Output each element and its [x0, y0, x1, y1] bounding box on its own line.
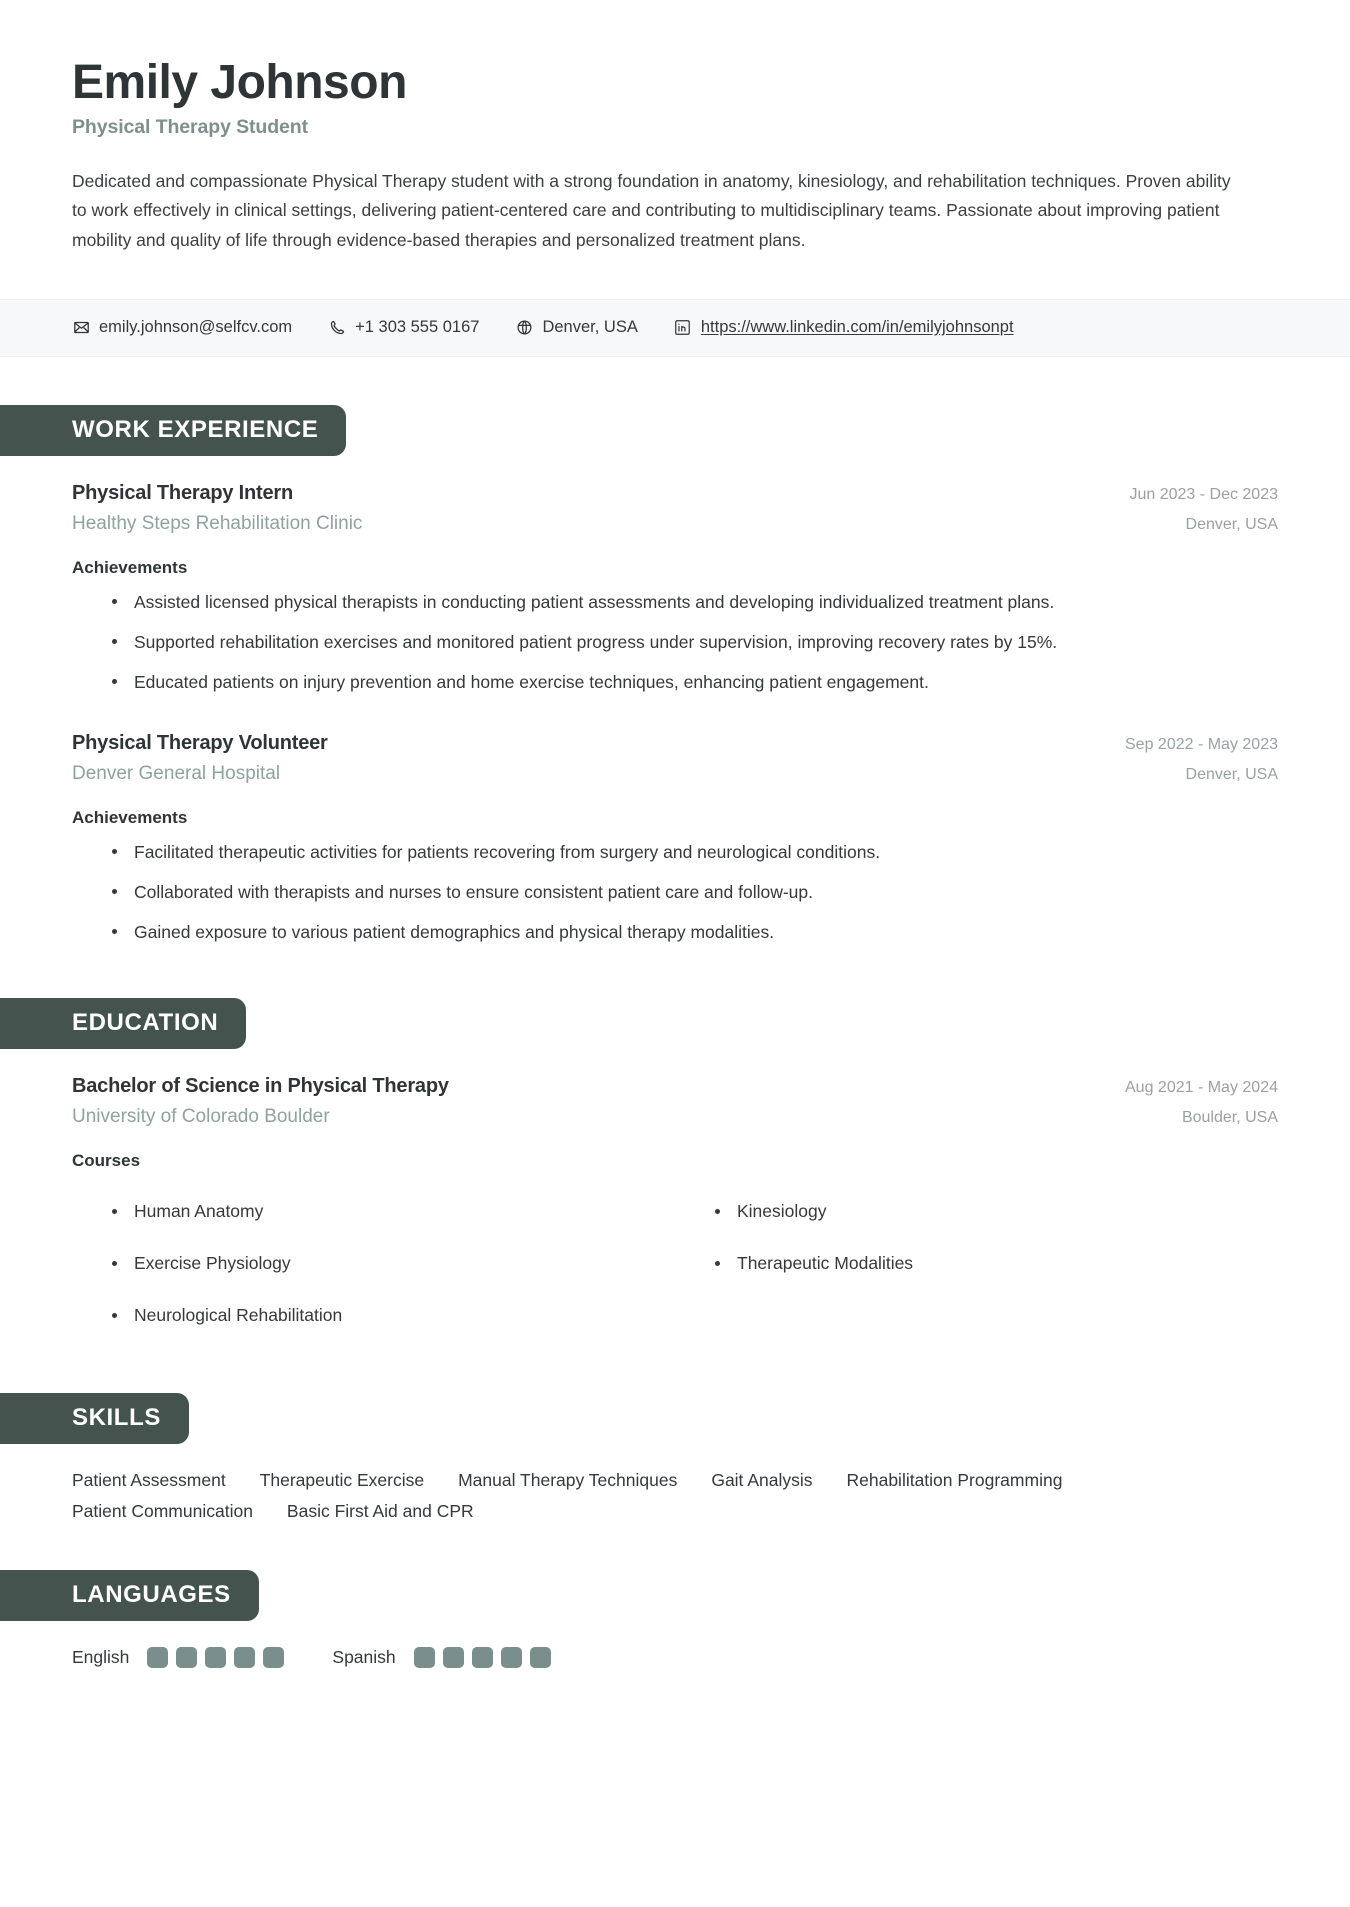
profile-summary: Dedicated and compassionate Physical Therapy student with a strong foundation in anatomy, kinesiology, and rehabilitation techniques. Proven ability to work effectively in clinical settings, delivering patient-centered care and contributing to multidisciplinary teams. Passionate about improving patient mobility and quality of life through evidence-based therapies and personalized treatment plans. — [72, 170, 1231, 250]
globe-icon — [515, 318, 533, 336]
achievement-item: Gained exposure to various patient demographics and physical therapy modalities. — [112, 918, 1278, 946]
skill-item: Manual Therapy Techniques — [458, 1469, 678, 1490]
work-entry-date: Sep 2022 - May 2023 — [1125, 735, 1278, 753]
level-square — [234, 1647, 255, 1668]
language-item — [332, 1647, 550, 1668]
education-entry-title-row — [72, 1075, 1278, 1098]
section-body-work — [0, 482, 1350, 946]
work-entry-org-row — [72, 513, 1278, 535]
section-header-skills: SKILLS — [0, 1393, 189, 1444]
work-entry-achievements-list — [72, 588, 1278, 696]
work-entry-achievements-label: Achievements — [72, 557, 188, 577]
work-entry-achievements-list — [72, 838, 1278, 946]
skills-list — [72, 1470, 1278, 1522]
contact-location-text: Denver, USA — [542, 317, 638, 336]
skill-item: Patient Assessment — [72, 1469, 226, 1490]
spacer-work — [0, 357, 1350, 405]
languages-list — [72, 1647, 1278, 1668]
candidate-name: Emily Johnson — [72, 56, 407, 109]
contact-email-text: emily.johnson@selfcv.com — [99, 317, 293, 336]
skill-item: Patient Communication — [72, 1500, 253, 1521]
work-entry-date: Jun 2023 - Dec 2023 — [1129, 485, 1278, 503]
section-education — [0, 998, 1350, 1341]
skill-item: Gait Analysis — [711, 1469, 813, 1490]
level-square — [263, 1647, 284, 1668]
linkedin-icon — [674, 318, 692, 336]
section-header-work: WORK EXPERIENCE — [0, 405, 346, 456]
contact-bar — [0, 299, 1350, 357]
language-name: English — [72, 1646, 130, 1667]
education-degree: Bachelor of Science in Physical Therapy — [72, 1074, 449, 1097]
language-level-meter — [147, 1647, 284, 1668]
section-skills — [0, 1393, 1350, 1522]
achievement-item: Assisted licensed physical therapists in conducting patient assessments and developing individualized treatment plans. — [112, 588, 1278, 616]
envelope-icon — [72, 318, 90, 336]
work-entry-location: Denver, USA — [1185, 515, 1278, 533]
section-body-languages — [0, 1647, 1350, 1668]
work-entry-title: Physical Therapy Volunteer — [72, 731, 328, 754]
language-name: Spanish — [332, 1646, 396, 1667]
education-institution: University of Colorado Boulder — [72, 1105, 330, 1127]
work-entry-org-row — [72, 763, 1278, 785]
work-entry-title-row — [72, 732, 1278, 755]
contact-phone-text: +1 303 555 0167 — [355, 317, 480, 336]
phone-icon — [328, 318, 346, 336]
contact-linkedin[interactable] — [674, 318, 1014, 337]
education-courses-label: Courses — [72, 1150, 141, 1170]
work-entry — [72, 482, 1278, 696]
work-entry-location: Denver, USA — [1185, 765, 1278, 783]
work-entry-title-row — [72, 482, 1278, 505]
section-work-experience — [0, 405, 1350, 946]
spacer-skills — [0, 1341, 1350, 1393]
achievement-item: Educated patients on injury prevention and home exercise techniques, enhancing patient engagement. — [112, 668, 1278, 696]
spacer-education — [0, 946, 1350, 998]
language-level-meter — [414, 1647, 551, 1668]
section-body-education — [0, 1075, 1350, 1341]
courses-grid — [72, 1185, 1278, 1341]
level-square — [530, 1647, 551, 1668]
work-entry-organization: Denver General Hospital — [72, 762, 281, 784]
achievement-item: Supported rehabilitation exercises and monitored patient progress under supervision, improving recovery rates by 15%. — [112, 628, 1278, 656]
spacer-languages — [0, 1522, 1350, 1570]
skill-item: Basic First Aid and CPR — [286, 1500, 474, 1521]
level-square — [443, 1647, 464, 1668]
level-square — [472, 1647, 493, 1668]
level-square — [147, 1647, 168, 1668]
education-entry — [72, 1075, 1278, 1341]
work-entry-organization: Healthy Steps Rehabilitation Clinic — [72, 512, 363, 534]
language-item — [72, 1647, 284, 1668]
section-languages — [0, 1570, 1350, 1668]
section-body-skills — [0, 1470, 1350, 1522]
skill-item: Therapeutic Exercise — [259, 1469, 425, 1490]
level-square — [176, 1647, 197, 1668]
contact-phone[interactable] — [328, 318, 479, 337]
course-item: Therapeutic Modalities — [715, 1237, 1278, 1289]
education-entry-org-row — [72, 1106, 1278, 1128]
section-header-education: EDUCATION — [0, 998, 246, 1049]
achievement-item: Collaborated with therapists and nurses to ensure consistent patient care and follow-up. — [112, 878, 1278, 906]
level-square — [205, 1647, 226, 1668]
course-item: Human Anatomy — [112, 1185, 675, 1237]
resume-header — [0, 0, 1350, 265]
course-item: Exercise Physiology — [112, 1237, 675, 1289]
work-entry — [72, 732, 1278, 946]
contact-email[interactable] — [72, 318, 292, 337]
contact-linkedin-link[interactable]: https://www.linkedin.com/in/emilyjohnsonpt — [700, 317, 1014, 336]
education-date: Aug 2021 - May 2024 — [1125, 1078, 1278, 1096]
education-location: Boulder, USA — [1181, 1108, 1278, 1126]
level-square — [414, 1647, 435, 1668]
contact-location[interactable] — [515, 318, 637, 337]
course-item: Neurological Rehabilitation — [112, 1289, 675, 1341]
section-header-languages: LANGUAGES — [0, 1570, 259, 1621]
level-square — [501, 1647, 522, 1668]
work-entry-title: Physical Therapy Intern — [72, 481, 294, 504]
work-entry-achievements-label: Achievements — [72, 807, 188, 827]
course-item: Kinesiology — [715, 1185, 1278, 1237]
candidate-role: Physical Therapy Student — [72, 115, 308, 138]
achievement-item: Facilitated therapeutic activities for patients recovering from surgery and neurological conditions. — [112, 838, 1278, 866]
skill-item: Rehabilitation Programming — [846, 1469, 1063, 1490]
